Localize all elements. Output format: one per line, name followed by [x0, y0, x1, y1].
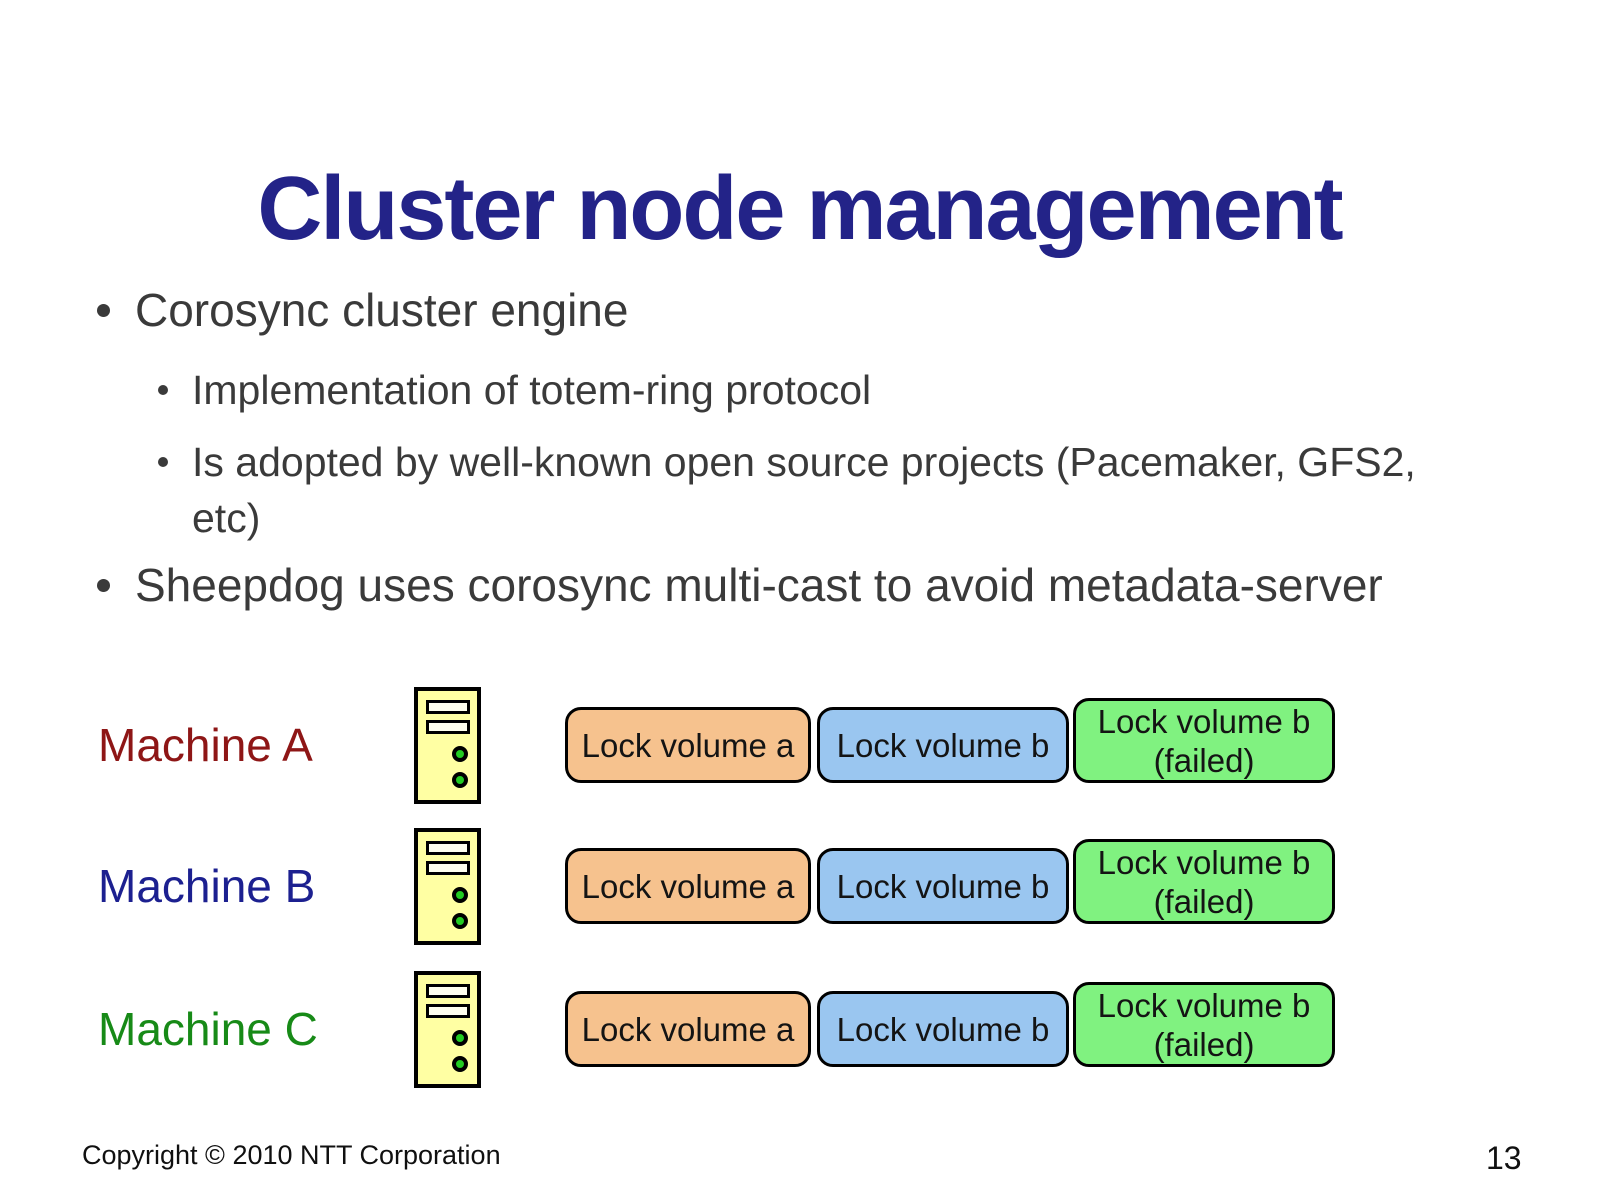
lock-volume-a-box — [565, 848, 811, 924]
server-tower-icon — [414, 971, 481, 1088]
lock-volume-b-box — [817, 707, 1069, 783]
lock-volume-a-box — [565, 991, 811, 1067]
lock-volume-b-failed-line1: Lock volume b — [1097, 986, 1311, 1024]
bullet-sub-totem-ring-text: Implementation of totem-ring protocol — [192, 367, 872, 413]
bullet-item-corosync-text: Corosync cluster engine — [135, 284, 629, 336]
tower-slot-icon — [426, 700, 470, 714]
lock-volume-b-label: Lock volume b — [836, 1010, 1050, 1048]
server-tower-icon — [414, 828, 481, 945]
machine-row-b — [0, 821, 1599, 951]
tower-slot-icon — [426, 984, 470, 998]
lock-volume-b-failed-line1: Lock volume b — [1097, 843, 1311, 881]
led-icon — [452, 746, 468, 762]
lock-volume-b-failed-box — [1073, 698, 1335, 783]
lock-volume-b-label: Lock volume b — [836, 726, 1050, 764]
led-icon — [452, 772, 468, 788]
lock-volume-a-label: Lock volume a — [581, 726, 795, 764]
lock-volume-a-box — [565, 707, 811, 783]
led-icon — [452, 887, 468, 903]
led-icon — [452, 913, 468, 929]
lock-volume-b-label: Lock volume b — [836, 867, 1050, 905]
page-number: 13 — [1486, 1140, 1522, 1176]
footer-copyright: Copyright © 2010 NTT Corporation — [82, 1140, 501, 1170]
lock-volume-b-box — [817, 848, 1069, 924]
server-tower-icon — [414, 687, 481, 804]
machine-row-c — [0, 964, 1599, 1094]
lock-volume-b-failed-line1: Lock volume b — [1097, 702, 1311, 740]
bullet-sub-adoption-text: Is adopted by well-known open source projects (Pacemaker, GFS2, etc) — [192, 439, 1416, 541]
lock-volume-b-failed-line2: (failed) — [1153, 741, 1255, 779]
led-icon — [452, 1056, 468, 1072]
machine-a-label: Machine A — [98, 719, 313, 771]
lock-volume-b-failed-box — [1073, 839, 1335, 924]
page-title: Cluster node management — [257, 159, 1342, 260]
bullet-item-sheepdog — [97, 556, 1420, 614]
bullet-item-corosync — [97, 281, 1465, 339]
lock-volume-a-label: Lock volume a — [581, 867, 795, 905]
machine-b-label: Machine B — [98, 860, 316, 912]
tower-slot-icon — [426, 841, 470, 855]
led-icon — [452, 1030, 468, 1046]
tower-slot-icon — [426, 1004, 470, 1018]
machine-row-a — [0, 680, 1599, 810]
lock-volume-a-label: Lock volume a — [581, 1010, 795, 1048]
bullet-item-sheepdog-text: Sheepdog uses corosync multi-cast to avoid metadata-server — [135, 559, 1383, 611]
machine-c-label: Machine C — [98, 1003, 318, 1055]
tower-slot-icon — [426, 720, 470, 734]
lock-volume-b-box — [817, 991, 1069, 1067]
lock-volume-b-failed-box — [1073, 982, 1335, 1067]
bullet-sub-adoption — [158, 434, 1427, 546]
lock-volume-b-failed-line2: (failed) — [1153, 1025, 1255, 1063]
lock-volume-b-failed-line2: (failed) — [1153, 882, 1255, 920]
bullet-sub-totem-ring — [158, 362, 1492, 418]
tower-slot-icon — [426, 861, 470, 875]
